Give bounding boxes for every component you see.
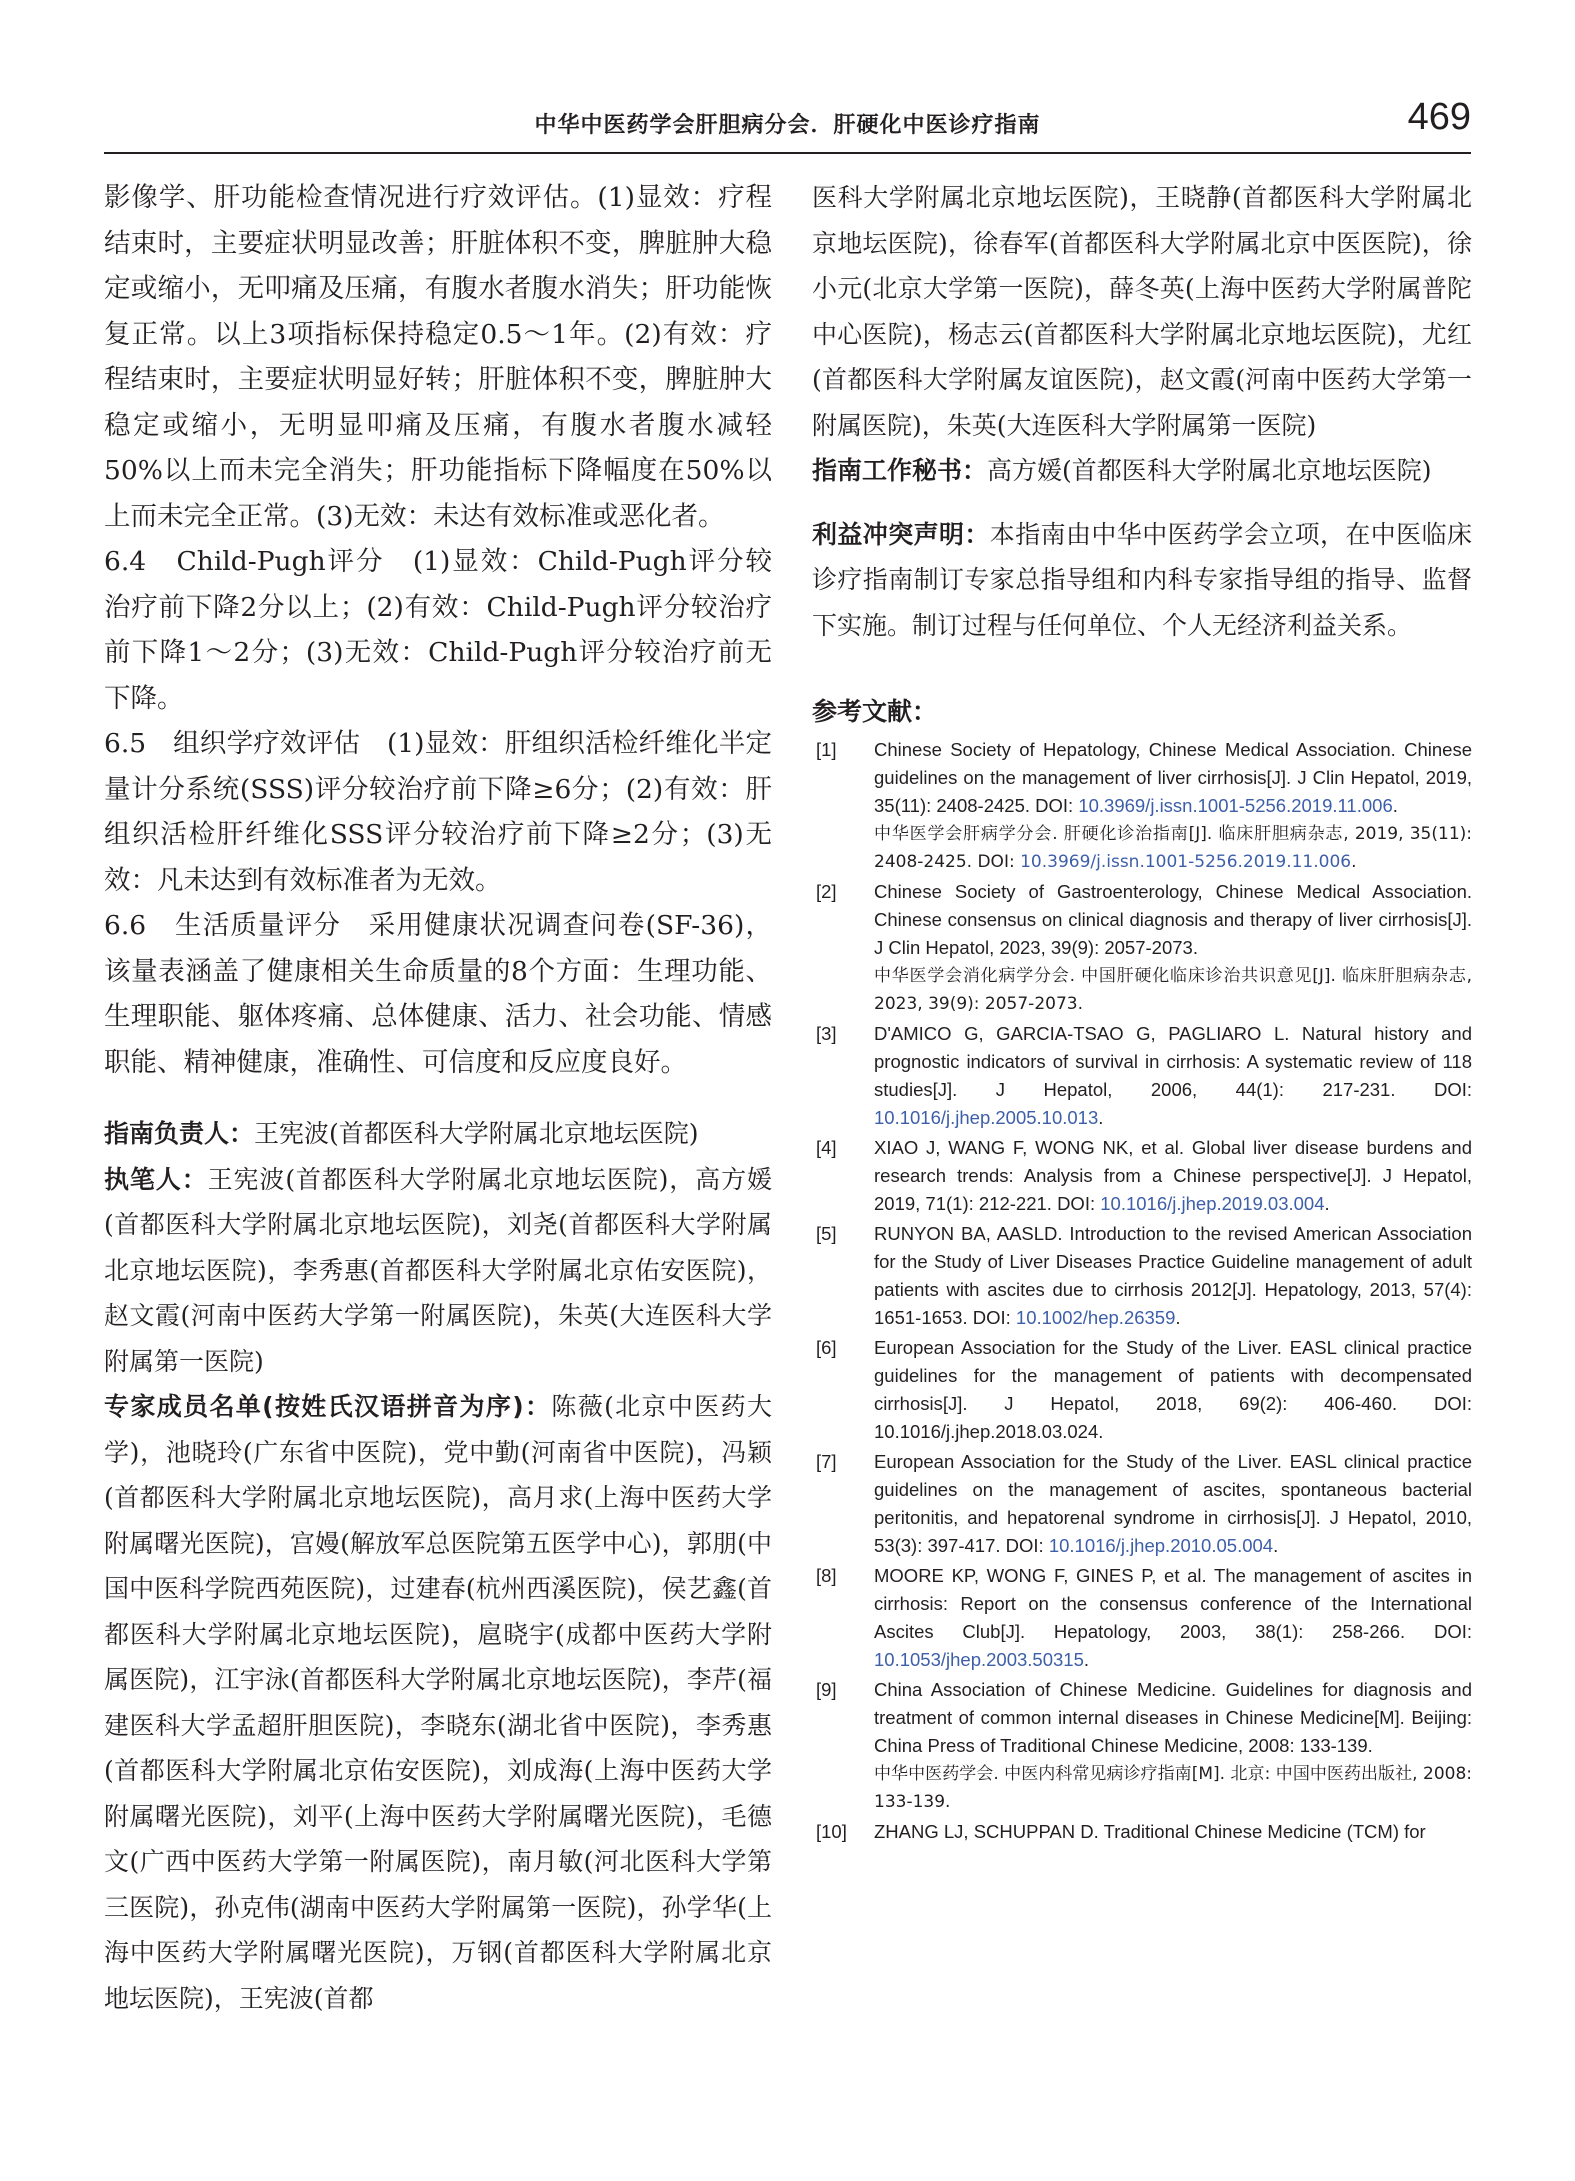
reference-text: ZHANG LJ, SCHUPPAN D. Traditional Chinese Medicine (TCM) for <box>874 1821 1426 1842</box>
section-6-5-title: 6.5 组织学疗效评估 <box>104 728 361 759</box>
reference-tail: . <box>1098 1107 1104 1128</box>
doi-link[interactable]: 10.1016/j.jhep.2010.05.004 <box>1048 1535 1274 1556</box>
reference-text: European Association for the Study of the Liver. EASL clinical practice guidelines for the management of patients with decompensated cirrhosis[J]. J Hepatol, 2018, 69(2): 406-460. DOI: 10.1016/j.jhep.2018.03.024. <box>874 1337 1472 1442</box>
reference-3 <box>812 1020 1472 1132</box>
conflict-statement <box>812 512 1472 649</box>
reference-text: D'AMICO G, GARCIA-TSAO G, PAGLIARO L. Natural history and prognostic indicators of survival in cirrhosis: A systematic review of 118 studies[J]. J Hepatol, 2006, 44(1): 217-231. DOI: <box>874 1023 1472 1100</box>
conflict-label: 利益冲突声明： <box>812 519 990 549</box>
writers <box>104 1157 772 1385</box>
reference-tail: . <box>1324 1193 1330 1214</box>
running-header <box>104 96 1471 154</box>
experts-label: 专家成员名单(按姓氏汉语拼音为序)： <box>104 1392 552 1421</box>
reference-text: Chinese Society of Hepatology, Chinese Medical Association. Chinese guidelines on the management of liver cirrhosis[J]. J Clin Hepatol, 2019, 35(11): 2408-2425. DOI: <box>874 739 1472 816</box>
doi-link[interactable]: 10.3969/j.issn.1001-5256.2019.11.006 <box>1020 852 1352 872</box>
references-list <box>812 736 1472 1846</box>
reference-number: [6] <box>816 1337 837 1358</box>
reference-text: RUNYON BA, AASLD. Introduction to the revised American Association for the Study of Liver Diseases Practice Guideline management of adult patients with ascites due to cirrhosis 2012[J]. Hepatology, 2013, 57(4): 1651-1653. DOI: <box>874 1223 1472 1328</box>
experts <box>104 1384 772 2021</box>
left-column <box>104 175 772 2021</box>
section-6-4-title: 6.4 Child-Pugh评分 <box>104 546 385 577</box>
reference-tail: . <box>1351 852 1357 872</box>
reference-chinese-text: 中华医学会肝病学分会. 肝硬化诊治指南[J]. 临床肝胆病杂志, 2019, 35(11): 2408-2425. DOI: <box>874 824 1472 872</box>
section-6-4-body: (1)显效：Child-Pugh评分较治疗前下降2分以上；(2)有效：Child-Pugh评分较治疗前下降1～2分；(3)无效：Child-Pugh评分较治疗前无下降。 <box>104 546 772 714</box>
conflict-text: 本指南由中华中医药学会立项，在中医临床诊疗指南制订专家总指导组和内科专家指导组的指导、监督下实施。制订过程与任何单位、个人无经济利益关系。 <box>812 519 1472 640</box>
reference-number: [9] <box>816 1679 837 1700</box>
reference-tail: . <box>1083 1649 1090 1670</box>
experts-continued: 医科大学附属北京地坛医院)，王晓静(首都医科大学附属北京地坛医院)，徐春军(首都医科大学附属北京中医医院)，徐小元(北京大学第一医院)，薛冬英(上海中医药大学附属普陀中心医院)，杨志云(首都医科大学附属北京地坛医院)，尤红(首都医科大学附属友谊医院)，赵文霞(河南中医药大学第一附属医院)，朱英(大连医科大学附属第一医院) <box>812 183 1472 440</box>
secretary-text: 高方媛(首都医科大学附属北京地坛医院) <box>987 456 1432 485</box>
reference-5 <box>812 1220 1472 1332</box>
section-6-6 <box>104 903 772 1085</box>
reference-6 <box>812 1334 1472 1446</box>
reference-text: XIAO J, WANG F, WONG NK, et al. Global liver disease burdens and research trends: Analysis from a Chinese perspective[J]. J Hepatol, 2019, 71(1): 212-221. DOI: <box>874 1137 1472 1214</box>
reference-8 <box>812 1562 1472 1674</box>
reference-chinese: 中华中医药学会. 中医内科常见病诊疗指南[M]. 北京: 中国中医药出版社, 2008: 133-139. <box>874 1764 1472 1812</box>
secretary <box>812 448 1472 494</box>
guideline-leader-text: 王宪波(首都医科大学附属北京地坛医院) <box>254 1119 699 1148</box>
reference-7 <box>812 1448 1472 1560</box>
page-number: 469 <box>1407 96 1471 138</box>
reference-1 <box>812 736 1472 876</box>
doi-link[interactable]: 10.1016/j.jhep.2005.10.013 <box>874 1107 1099 1128</box>
section-6-5 <box>104 721 772 903</box>
right-column <box>812 175 1472 1848</box>
reference-number: [4] <box>816 1137 837 1158</box>
reference-text: China Association of Chinese Medicine. Guidelines for diagnosis and treatment of common internal diseases in Chinese Medicine[M]. Beijing: China Press of Traditional Chinese Medicine, 2008: 133-139. <box>874 1679 1472 1756</box>
reference-number: [10] <box>816 1821 847 1842</box>
doi-link[interactable]: 10.1053/jhep.2003.50315 <box>874 1649 1084 1670</box>
section-6-4 <box>104 539 772 721</box>
efficacy-paragraph: 影像学、肝功能检查情况进行疗效评估。(1)显效：疗程结束时，主要症状明显改善；肝脏体积不变，脾脏肿大稳定或缩小，无叩痛及压痛，有腹水者腹水消失；肝功能恢复正常。以上3项指标保持稳定0.5～1年。(2)有效：疗程结束时，主要症状明显好转；肝脏体积不变，脾脏肿大稳定或缩小，无明显叩痛及压痛，有腹水者腹水减轻50%以上而未完全消失；肝功能指标下降幅度在50%以上而未完全正常。(3)无效：未达有效标准或恶化者。 <box>104 182 772 532</box>
running-title: 中华中医药学会肝胆病分会．肝硬化中医诊疗指南 <box>534 113 1041 138</box>
reference-number: [2] <box>816 881 837 902</box>
guideline-leader <box>104 1111 772 1157</box>
reference-4 <box>812 1134 1472 1218</box>
section-6-6-body: 采用健康状况调查问卷(SF-36)，该量表涵盖了健康相关生命质量的8个方面：生理功能、生理职能、躯体疼痛、总体健康、活力、社会功能、情感职能、精神健康，准确性、可信度和反应度良好。 <box>104 910 772 1078</box>
section-6-6-title: 6.6 生活质量评分 <box>104 910 342 941</box>
reference-number: [7] <box>816 1451 837 1472</box>
writers-text: 王宪波(首都医科大学附属北京地坛医院)，高方媛(首都医科大学附属北京地坛医院)，刘尧(首都医科大学附属北京地坛医院)，李秀惠(首都医科大学附属北京佑安医院)，赵文霞(河南中医药大学第一附属医院)，朱英(大连医科大学附属第一医院) <box>104 1164 772 1376</box>
reference-tail: . <box>1273 1535 1279 1556</box>
reference-10 <box>812 1818 1472 1846</box>
guideline-leader-label: 指南负责人： <box>104 1119 255 1148</box>
reference-number: [1] <box>816 739 837 760</box>
reference-number: [3] <box>816 1023 837 1044</box>
secretary-label: 指南工作秘书： <box>812 456 988 485</box>
reference-tail: . <box>1175 1307 1181 1328</box>
doi-link[interactable]: 10.3969/j.issn.1001-5256.2019.11.006 <box>1078 795 1393 816</box>
experts-text: 陈薇(北京中医药大学)，池晓玲(广东省中医院)，党中勤(河南省中医院)，冯颖(首都医科大学附属北京地坛医院)，高月求(上海中医药大学附属曙光医院)，宫嫚(解放军总医院第五医学中心)，郭朋(中国中医科学院西苑医院)，过建春(杭州西溪医院)，侯艺鑫(首都医科大学附属北京地坛医院)，扈晓宇(成都中医药大学附属医院)，江宇泳(首都医科大学附属北京地坛医院)，李芹(福建医科大学孟超肝胆医院)，李晓东(湖北省中医院)，李秀惠(首都医科大学附属北京佑安医院)，刘成海(上海中医药大学附属曙光医院)，刘平(上海中医药大学附属曙光医院)，毛德文(广西中医药大学第一附属医院)，南月敏(河北医科大学第三医院)，孙克伟(湖南中医药大学附属第一医院)，孙学华(上海中医药大学附属曙光医院)，万钢(首都医科大学附属北京地坛医院)，王宪波(首都 <box>104 1392 772 2013</box>
section-6-5-body: (1)显效：肝组织活检纤维化半定量计分系统(SSS)评分较治疗前下降≥6分；(2)有效：肝组织活检肝纤维化SSS评分较治疗前下降≥2分；(3)无效：凡未达到有效标准者为无效。 <box>104 728 772 896</box>
reference-text: European Association for the Study of the Liver. EASL clinical practice guidelines on the management of ascites, spontaneous bacterial peritonitis, and hepatorenal syndrome in cirrhosis[J]. J Hepatol, 2010, 53(3): 397-417. DOI: <box>874 1451 1472 1556</box>
reference-2 <box>812 878 1472 1018</box>
reference-number: [5] <box>816 1223 837 1244</box>
reference-chinese <box>874 820 1472 876</box>
reference-text: Chinese Society of Gastroenterology, Chinese Medical Association. Chinese consensus on clinical diagnosis and therapy of liver cirrhosis[J]. J Clin Hepatol, 2023, 39(9): 2057-2073. <box>874 881 1472 958</box>
reference-text: MOORE KP, WONG F, GINES P, et al. The management of ascites in cirrhosis: Report on the consensus conference of the International Ascites Club[J]. Hepatology, 2003, 38(1): 258-266. DOI: <box>874 1565 1472 1642</box>
doi-link[interactable]: 10.1002/hep.26359 <box>1015 1307 1176 1328</box>
reference-9 <box>812 1676 1472 1816</box>
references-heading: 参考文献： <box>812 697 938 726</box>
doi-link[interactable]: 10.1016/j.jhep.2019.03.004 <box>1100 1193 1325 1214</box>
reference-chinese: 中华医学会消化病学分会. 中国肝硬化临床诊治共识意见[J]. 临床肝胆病杂志, 2023, 39(9): 2057-2073. <box>874 966 1472 1014</box>
reference-number: [8] <box>816 1565 837 1586</box>
reference-tail: . <box>1392 795 1398 816</box>
writers-label: 执笔人： <box>104 1164 208 1194</box>
